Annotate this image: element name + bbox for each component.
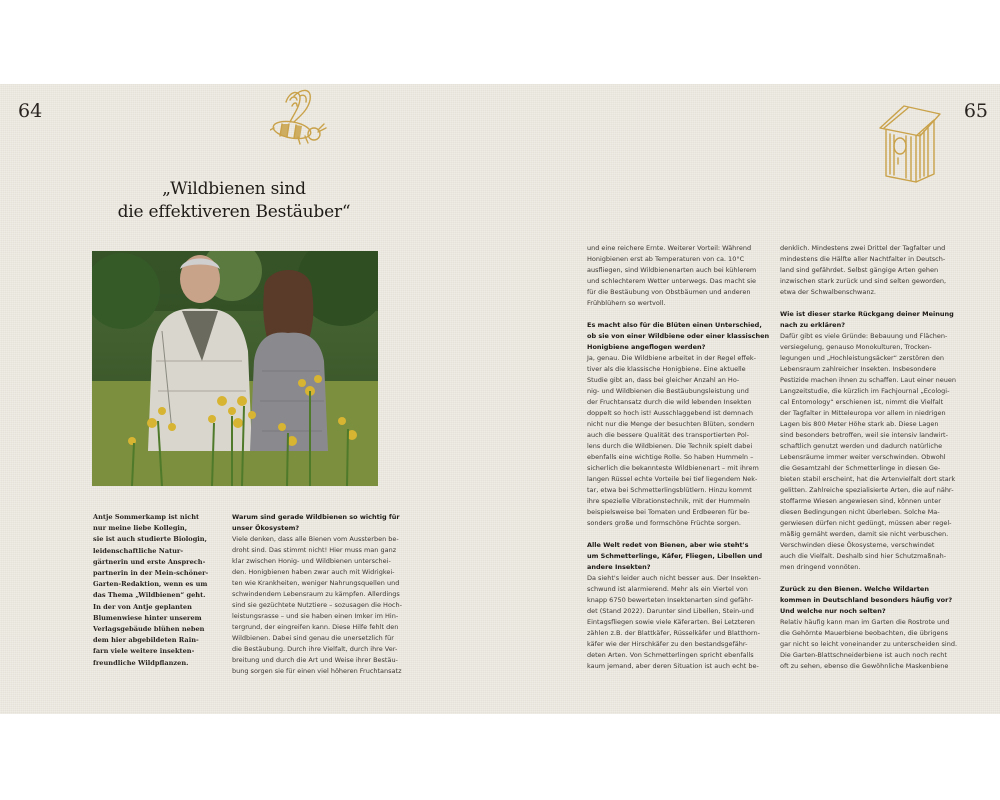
- headline-line-1: „Wildbienen sind: [162, 179, 306, 199]
- caption-line: Blumenwiese hinter unserem: [93, 613, 202, 622]
- body-text-line: und schlechterem Wetter unterwegs. Das macht sie: [587, 277, 757, 285]
- birdhouse-icon: [876, 102, 944, 184]
- body-text-line: käfer wie der Hirschkäfer zu den bestandsgefähr-: [587, 640, 748, 648]
- body-text-line: bung sorgen sie für einen viel höheren Fruchtansatz: [232, 667, 402, 675]
- paragraph-gap: [780, 298, 962, 309]
- body-text-line: Verschwinden diese Ökosysteme, verschwindet: [780, 541, 935, 549]
- body-text-line: zählen z.B. der Blattkäfer, Rüsselkäfer und Blatthorn-: [587, 629, 760, 637]
- body-text-line: breitung und durch die Art und Weise ihrer Bestäu-: [232, 656, 398, 664]
- body-text-line: Lebensraum zahlreicher Insekten. Insbesondere: [780, 365, 937, 373]
- interview-photo: [92, 251, 378, 486]
- caption-line: Antje Sommerkamp ist nicht: [93, 513, 200, 521]
- caption-line: nur meine liebe Kollegin,: [93, 524, 188, 533]
- body-text-line: mäßig gemäht werden, damit sie nicht verbuschen.: [780, 530, 949, 538]
- caption-line: In der von Antje geplanten: [93, 602, 192, 611]
- body-text-line: leistungsrasse – und sie haben einen Imker im Hin-: [232, 612, 399, 620]
- body-text-line: Eintagsfliegen sowie viele Käferarten. Bei Letzteren: [587, 618, 755, 626]
- body-text-line: schwindendem Lebensraum zu kämpfen. Allerdings: [232, 590, 400, 598]
- interview-question-line: andere Insekten?: [587, 563, 651, 571]
- body-text-line: Viele denken, dass alle Bienen vom Aussterben be-: [232, 535, 399, 543]
- body-text-line: die Bestäubung. Durch ihre Vielfalt, durch ihre Ver-: [232, 645, 398, 653]
- interview-question-line: kommen in Deutschland besonders häufig vor?: [780, 596, 953, 604]
- body-text-line: auch die Vielfalt. Deshalb sind hier Schutzmaßnah-: [780, 552, 947, 560]
- body-text-line: die Gesamtzahl der Schmetterlinge in diesen Ge-: [780, 464, 941, 472]
- body-text-line: men dringend vonnöten.: [780, 563, 861, 571]
- body-text-line: Lebensräume immer weiter verschwinden. Obwohl: [780, 453, 946, 461]
- interview-question-line: ob sie von einer Wildbiene oder einer klassischen: [587, 332, 770, 340]
- article-headline: [96, 178, 372, 224]
- paragraph-gap: [587, 309, 767, 320]
- body-text-line: doppelt so hoch ist! Ausschlaggebend ist demnach: [587, 409, 754, 417]
- caption-line: Garten-Redaktion, wenn es um: [93, 580, 208, 589]
- body-text-line: der Fruchtansatz durch die wild lebenden Insekten: [587, 398, 752, 406]
- body-text-line: ebenfalls eine wichtige Rolle. So haben Hummeln –: [587, 453, 754, 461]
- body-text-line: die Gehörnte Mauerbiene beobachten, die übrigens: [780, 629, 948, 637]
- body-text-line: Pestizide machen ihnen zu schaffen. Laut einer neuen: [780, 376, 957, 384]
- caption-line: gärtnerin und erste Ansprech-: [93, 557, 206, 566]
- body-text-line: denklich. Mindestens zwei Drittel der Tagfalter und: [780, 244, 946, 252]
- body-text-line: schaftlich genutzt werden und dadurch natürliche: [780, 442, 943, 450]
- body-text-line: nicht nur die Menge der besuchten Blüten, sondern: [587, 420, 755, 428]
- body-text-line: legungen und „Hochleistungsäcker“ zerstören den: [780, 354, 945, 362]
- body-text-line: mindestens die Hälfte aller Nachtfalter in Deutsch-: [780, 255, 946, 263]
- interview-question-line: Und welche nur noch selten?: [780, 607, 886, 615]
- body-text-line: schwund ist alarmierend. Mehr als ein Viertel von: [587, 585, 748, 593]
- body-text-line: kaum jemand, aber deren Situation ist auch echt be-: [587, 662, 759, 670]
- body-text-line: beispielsweise bei Tomaten und Erdbeeren für be-: [587, 508, 750, 516]
- interview-question-line: Wie ist dieser starke Rückgang deiner Meinung: [780, 310, 954, 318]
- body-text-line: diesen Bedingungen nicht überleben. Solche Ma-: [780, 508, 940, 516]
- body-text-line: langen Rüssel echte Vorteile bei tief liegendem Nek-: [587, 475, 758, 483]
- body-text-line: Relativ häufig kann man im Garten die Rostrote und: [780, 618, 950, 626]
- page-number-left: 64: [18, 100, 43, 122]
- interview-question-line: Warum sind gerade Wildbienen so wichtig für: [232, 513, 400, 521]
- interview-question-line: unser Ökosystem?: [232, 524, 300, 532]
- body-text-line: ausfliegen, sind Wildbienenarten auch bei kühlerem: [587, 266, 757, 274]
- body-text-line: und eine reichere Ernte. Weiterer Vorteil: Während: [587, 244, 752, 252]
- body-text-line: tergrund, der eingreifen kann. Diese Hilfe fehlt den: [232, 623, 399, 631]
- body-text-line: Honigbienen erst ab Temperaturen von ca. 10°C: [587, 255, 745, 263]
- body-text-line: lens durch die Wildbienen. Die Technik spielt dabei: [587, 442, 753, 450]
- body-text-line: für die Bestäubung von Obstbäumen und anderen: [587, 288, 751, 296]
- body-text-line: tiver als die klassische Honigbiene. Eine aktuelle: [587, 365, 746, 373]
- magazine-spread: [0, 84, 1000, 714]
- body-text-line: tar, etwa bei Schmetterlingsblütlern. Hinzu kommt: [587, 486, 752, 494]
- caption-line: sie ist auch studierte Biologin,: [93, 535, 207, 544]
- text-column-2: [587, 243, 770, 672]
- body-text-line: Da sieht's leider auch nicht besser aus. Der Insekten-: [587, 574, 761, 582]
- interview-question-line: nach zu erklären?: [780, 321, 845, 329]
- body-text-line: det (Stand 2022). Darunter sind Libellen, Stein-und: [587, 607, 754, 615]
- body-text-line: gerwiesen dürfen nicht gedüngt, müssen aber regel-: [780, 519, 952, 527]
- body-text-line: sind besonders betroffen, weil sie intensiv landwirt-: [780, 431, 948, 439]
- body-text-line: der Tagfalter in Mitteleuropa vor allem in niedrigen: [780, 409, 946, 417]
- interview-question-line: Alle Welt redet von Bienen, aber wie steht's: [587, 541, 749, 549]
- interview-question-line: Honigbiene angeflogen werden?: [587, 343, 706, 351]
- body-text-line: droht sind. Das stimmt nicht! Hier muss man ganz: [232, 546, 397, 554]
- body-text-line: cal Entomology“ erschienen ist, nimmt die Vielfalt: [780, 398, 944, 406]
- body-text-line: Die Garten-Blattschneiderbiene ist auch noch recht: [780, 651, 947, 659]
- body-text-line: Dafür gibt es viele Gründe: Bebauung und Flächen-: [780, 332, 948, 340]
- body-text-line: etwa der Schwalbenschwanz.: [780, 288, 876, 296]
- headline-line-2: die effektiveren Bestäuber“: [117, 202, 351, 222]
- body-text-line: knapp 6750 bewerteten Insektenarten sind gefähr-: [587, 596, 754, 604]
- body-text-line: versiegelung, genauso Monokulturen, Trocken-: [780, 343, 932, 351]
- body-text-line: Ja, genau. Die Wildbiene arbeitet in der Regel effek-: [587, 354, 756, 362]
- body-text-line: auch die bessere Qualität des transportierten Pol-: [587, 431, 749, 439]
- interview-question-line: Es macht also für die Blüten einen Unterschied,: [587, 321, 762, 329]
- body-text-line: oft zu sehen, ebenso die Gewöhnliche Maskenbiene: [780, 662, 949, 670]
- body-text-line: land sind gefährdet. Selbst gängige Arten gehen: [780, 266, 939, 274]
- body-text-line: nig- und Wildbienen die Bestäubungsleistung und: [587, 387, 749, 395]
- body-text-line: sonders große und formschöne Früchte sorgen.: [587, 519, 741, 527]
- body-text-line: gelitten. Zahlreiche spezialisierte Arten, die auf nähr-: [780, 486, 954, 494]
- body-text-line: Wildbienen. Dabei sind genau die unersetzlich für: [232, 634, 394, 642]
- caption-line: partnerin in der Mein-schöner-: [93, 569, 209, 578]
- interview-question-line: um Schmetterlinge, Käfer, Fliegen, Libellen und: [587, 552, 763, 560]
- bee-icon: [270, 88, 330, 150]
- text-column-3: [780, 243, 962, 672]
- paragraph-gap: [587, 529, 767, 540]
- body-text-line: gar nicht so leicht voneinander zu unterscheiden sind.: [780, 640, 958, 648]
- body-text-line: ihre spezielle Vibrationstechnik, mit der Hummeln: [587, 497, 750, 505]
- body-text-line: klar zwischen Honig- und Wildbienen unterschei-: [232, 557, 391, 565]
- text-column-1: [232, 512, 414, 677]
- body-text-line: den. Honigbienen haben zwar auch mit Widrigkei-: [232, 568, 395, 576]
- body-text-line: Lagen bis 800 Meter Höhe stark ab. Diese Lagen: [780, 420, 939, 428]
- caption-line: farn viele weitere insekten-: [93, 647, 195, 656]
- caption-line: freundliche Wildpflanzen.: [93, 658, 189, 667]
- caption-line: das Thema „Wildbienen“ geht.: [93, 591, 206, 600]
- body-text-line: Studie gibt an, dass bei gleicher Anzahl an Ho-: [587, 376, 740, 384]
- interview-question-line: Zurück zu den Bienen. Welche Wildarten: [780, 585, 929, 593]
- body-text-line: Frühblühern so wertvoll.: [587, 299, 666, 307]
- body-text-line: sicherlich die bekannteste Wildbienenart – mit ihrem: [587, 464, 759, 472]
- body-text-line: Langzeitstudie, die kürzlich im Fachjournal „Ecologi-: [780, 387, 950, 395]
- caption-line: Verlagsgebäude blühen neben: [93, 625, 205, 634]
- photo-caption: [93, 512, 213, 669]
- page-number-right: 65: [963, 100, 988, 122]
- body-text-line: deten Arten. Von Schmetterlingen spricht ebenfalls: [587, 651, 754, 659]
- caption-line: leidenschaftliche Natur-: [93, 546, 184, 555]
- body-text-line: ten wie Krankheiten, weniger Nahrungsquellen und: [232, 579, 400, 587]
- paragraph-gap: [780, 573, 962, 584]
- caption-line: dem hier abgebildeten Rain-: [93, 636, 199, 645]
- body-text-line: sind sie gezüchtete Nutztiere – sozusagen die Hoch-: [232, 601, 402, 609]
- body-text-line: inzwischen stark zurück und sind selten geworden,: [780, 277, 947, 285]
- body-text-line: stoffarme Wiesen angewiesen sind, können unter: [780, 497, 941, 505]
- body-text-line: bieten stabil erscheint, hat die Artenvielfalt dort stark: [780, 475, 956, 483]
